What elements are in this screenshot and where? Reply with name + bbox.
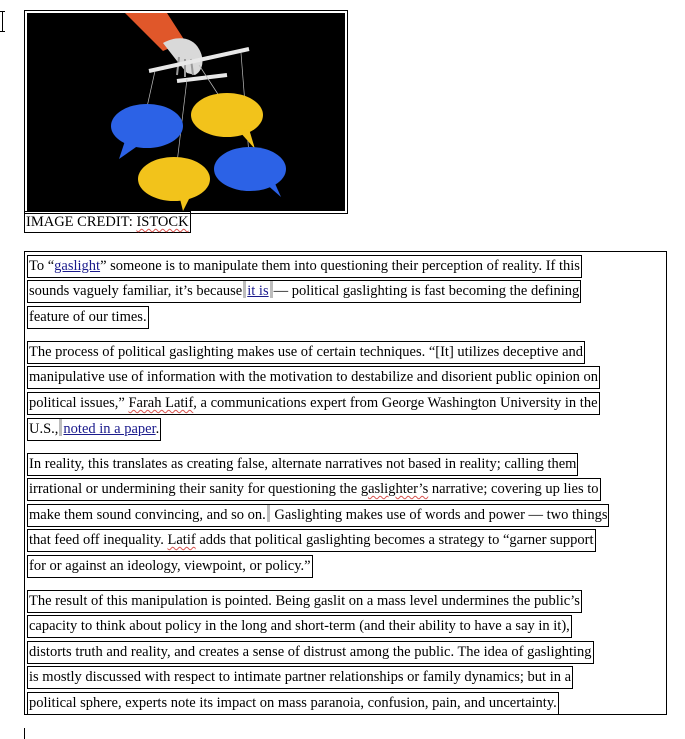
farah-latif-name: Farah Latif (128, 395, 194, 411)
blue-speech-bubble (111, 104, 183, 148)
image-credit (24, 211, 191, 233)
paragraph-3-line-3: make them sound convincing, and so on. Gaslighting makes use of words and power — two things (27, 504, 609, 527)
paragraph-4-line-5: political sphere, experts note its impact on mass paranoia, confusion, pain, and uncertainty. (27, 692, 559, 715)
article-image[interactable] (24, 10, 348, 214)
paragraph-1-line-3: feature of our times. (27, 306, 149, 329)
paragraph-2-line-1: The process of political gaslighting makes use of certain techniques. “[It] utilizes deceptive and (27, 341, 585, 364)
field-marker-icon (270, 281, 273, 298)
gaslight-link[interactable]: gaslight (54, 258, 101, 274)
paragraph-1-line-2: sounds vaguely familiar, it’s because it is — political gaslighting is fast becoming the defining (27, 280, 581, 303)
paragraph-3-line-1: In reality, this translates as creating false, alternate narratives not based in reality; calling them (27, 453, 578, 476)
it-is-link[interactable]: it is (247, 283, 269, 299)
paragraph-4-line-3: distorts truth and reality, and creates a sense of distrust among the public. The idea of gaslighting (27, 641, 594, 664)
field-marker-icon (59, 419, 62, 436)
paragraph-4-line-4: is mostly discussed with respect to intimate partner relationships or family dynamics; but in a (27, 666, 573, 689)
paragraph-2-line-4: U.S., noted in a paper. (27, 418, 161, 441)
paragraph-2-line-2: manipulative use of information with the motivation to destabilize and disorient public opinion on (27, 366, 600, 389)
image-credit-source: ISTOCK (136, 214, 189, 230)
paragraph-4-line-1: The result of this manipulation is pointed. Being gaslit on a mass level undermines the public’s (27, 590, 582, 613)
article-body[interactable] (24, 251, 667, 715)
text-cursor-icon (2, 11, 3, 32)
paragraph-4-line-2: capacity to think about policy in the long and short-term (and their ability to have a say in it), (27, 615, 572, 638)
text-cursor-icon (24, 728, 25, 739)
paragraph-3-line-2: irrational or undermining their sanity for questioning the gaslighter’s narrative; covering up lies to (27, 478, 601, 501)
paragraph-1-line-1: To “gaslight” someone is to manipulate them into questioning their perception of reality. If this (27, 255, 582, 278)
gaslighters-word: gaslighter’s (360, 481, 429, 497)
paragraph-3-line-4: that feed off inequality. Latif adds that political gaslighting becomes a strategy to “garner support (27, 529, 596, 552)
yellow-speech-bubble (138, 157, 210, 201)
yellow-speech-bubble (191, 93, 263, 137)
image-credit-prefix: IMAGE CREDIT: (26, 214, 137, 230)
paragraph-2-line-3: political issues,” Farah Latif, a communications expert from George Washington University in the (27, 392, 600, 415)
paragraph-3-line-5: for or against an ideology, viewpoint, or policy.” (27, 555, 313, 578)
puppet-hand-speech-bubbles-illustration (27, 13, 345, 211)
field-marker-icon (267, 505, 270, 522)
noted-in-a-paper-link[interactable]: noted in a paper (63, 421, 156, 437)
field-marker-icon (243, 281, 246, 298)
latif-name: Latif (167, 532, 196, 548)
